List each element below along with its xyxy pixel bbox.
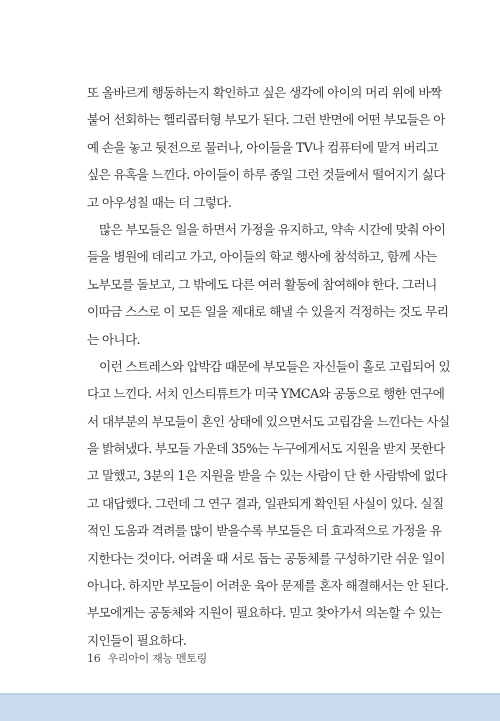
text-line: 노부모를 돌보고, 그 밖에도 다른 여러 활동에 참여해야 한다. 그러니 [87,276,437,292]
bottom-decorative-band [0,695,500,721]
text-line: 다고 느낀다. 서치 인스티튜트가 미국 YMCA와 공동으로 행한 연구에 [87,386,445,402]
text-line: 적인 도움과 격려를 많이 받을수록 부모들은 더 효과적으로 가정을 유 [87,523,442,539]
text-line: 또 올바르게 행동하는지 확인하고 싶은 생각에 아이의 머리 위에 바짝 [87,85,442,100]
paragraph-1 [87,79,473,216]
text-line: 고 대답했다. 그런데 그 연구 결과, 일관되게 확인된 사실이 있다. 실질 [87,495,444,511]
text-line: 아니다. 하지만 부모들이 어려운 육아 문제를 혼자 해결해서는 안 된다. [87,578,449,594]
body-text [87,79,473,654]
text-line: 싶은 유혹을 느낀다. 아이들이 하루 종일 그런 것들에서 떨어지기 싫다 [87,167,445,183]
text-line: 이런 스트레스와 압박감 때문에 부모들은 자신들이 홀로 고립되어 있 [99,358,451,374]
text-line: 부모에게는 공동체와 지원이 필요하다. 믿고 찾아가서 의논할 수 있는 [87,605,442,621]
text-line: 예 손을 놓고 뒷전으로 물러나, 아이들을 TV나 컴퓨터에 맡겨 버리고 [87,139,439,155]
text-line: 고 말했고, 3분의 1은 지원을 받을 수 있는 사람이 단 한 사람밖에 없다 [87,468,447,484]
book-title: 우리아이 재능 멘토링 [107,652,207,665]
paragraph-2 [87,216,473,353]
text-line: 이따금 스스로 이 모든 일을 제대로 해낼 수 있을지 걱정하는 것도 무리 [87,304,449,320]
text-line: 지한다는 것이다. 어려울 때 서로 돕는 공동체를 구성하기란 쉬운 일이 [87,550,445,566]
text-line: 많은 부모들은 일을 하면서 가정을 유지하고, 약속 시간에 맞춰 아이 [99,221,446,237]
text-line: 붙어 선회하는 헬리콥터형 부모가 된다. 그런 반면에 어떤 부모들은 아 [87,112,445,128]
text-line: 을 밝혀냈다. 부모들 가운데 35%는 누구에게서도 지원을 받지 못한다 [87,441,445,457]
text-line: 지인들이 필요하다. [87,632,187,648]
text-line: 들을 병원에 데리고 가고, 아이들의 학교 행사에 참석하고, 함께 사는 [87,249,437,265]
text-line: 서 대부분의 부모들이 혼인 상태에 있으면서도 고립감을 느낀다는 사실 [87,413,450,429]
page-footer [87,650,207,666]
page-number: 16 [87,652,101,665]
text-line: 는 아니다. [87,331,141,347]
text-line: 고 아우성칠 때는 더 그렇다. [87,194,232,210]
paragraph-3 [87,353,473,654]
